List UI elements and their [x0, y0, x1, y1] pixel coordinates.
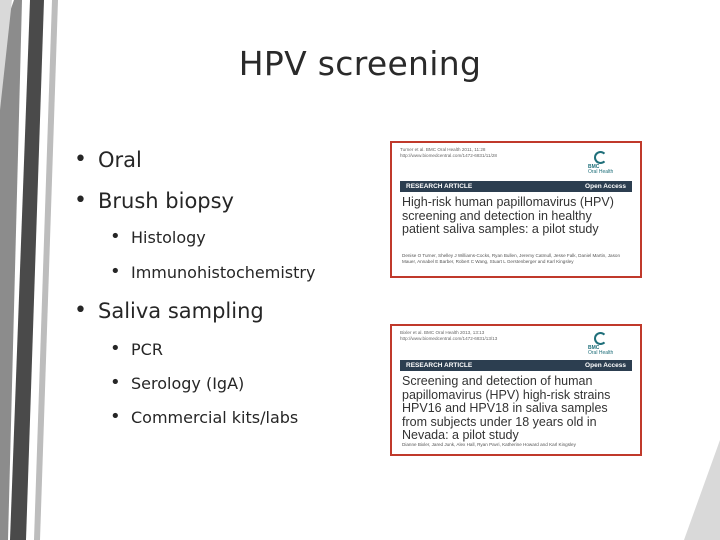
paper-title: Screening and detection of human papillomavirus (HPV) high-risk strains HPV16 and HPV18 in saliva samples from subjects under 18 years old in Nevada: a pilot study: [402, 374, 611, 443]
paper-citation: [400, 330, 550, 342]
paper-authors: Denise O Turner, Shelley J Williams-Cocks, Ryan Bullen, Jeremy Catmull, Jesse Falk, Daniel Martin, Jason Mauer, Annabel E Barber, Robert C Wang, Stuart L Gerstenberger and Karl Kingsley: [402, 253, 621, 264]
bmc-ring-icon: [594, 332, 607, 345]
article-type-band: [400, 360, 632, 371]
bullet-marker: •: [110, 372, 121, 393]
journal-logo-icon: [588, 332, 628, 356]
bullet-marker: •: [74, 147, 87, 172]
bullet-text: Saliva sampling: [98, 299, 264, 323]
bullet-marker: •: [110, 338, 121, 359]
journal-logo-icon: [588, 151, 628, 175]
bullet-marker: •: [110, 406, 121, 427]
bullet-text: Brush biopsy: [98, 189, 234, 213]
open-access-label: Open Access: [585, 362, 626, 369]
paper-screenshot-2: [390, 324, 642, 456]
paper-citation: [400, 147, 550, 159]
paper-authors: Dianne Bixler, Jared Junk, Alex Hall, Ryan Pavri, Katherine Howard and Karl Kingsley: [402, 442, 576, 447]
bullet-text: Oral: [98, 148, 142, 172]
paper-url: http://www.biomedcentral.com/1472-6831/13/13: [400, 336, 498, 341]
bullet-text: Commercial kits/labs: [131, 408, 299, 427]
bullet-marker: •: [74, 188, 87, 213]
paper-citation-line: Turner et al. BMC Oral Health 2011, 11:28: [400, 147, 486, 152]
bullet-marker: •: [110, 261, 121, 282]
article-type-band: [400, 181, 632, 192]
bullet-marker: •: [110, 226, 121, 247]
journal-logo-name: Oral Health: [588, 350, 614, 356]
bullet-text: Serology (IgA): [131, 374, 245, 393]
bullet-text: Immunohistochemistry: [131, 263, 316, 282]
article-type: RESEARCH ARTICLE: [406, 362, 473, 369]
journal-logo-name: Oral Health: [588, 169, 614, 175]
journal-logo-bmc: BMC: [588, 164, 600, 170]
open-access-label: Open Access: [585, 183, 626, 190]
paper-title: High-risk human papillomavirus (HPV) screening and detection in healthy patient saliva samples: a pilot study: [402, 195, 614, 237]
paper-citation-line: Bixler et al. BMC Oral Health 2013, 13:13: [400, 330, 485, 335]
bullet-marker: •: [74, 298, 87, 323]
bmc-ring-icon: [594, 151, 607, 164]
bullet-text: PCR: [131, 340, 163, 359]
journal-logo-bmc: BMC: [588, 345, 600, 351]
article-type: RESEARCH ARTICLE: [406, 183, 473, 190]
paper-screenshot-1: [390, 141, 642, 278]
bullet-text: Histology: [131, 228, 206, 247]
slide-title: HPV screening: [238, 44, 482, 83]
paper-url: http://www.biomedcentral.com/1472-6831/11/28: [400, 153, 497, 158]
